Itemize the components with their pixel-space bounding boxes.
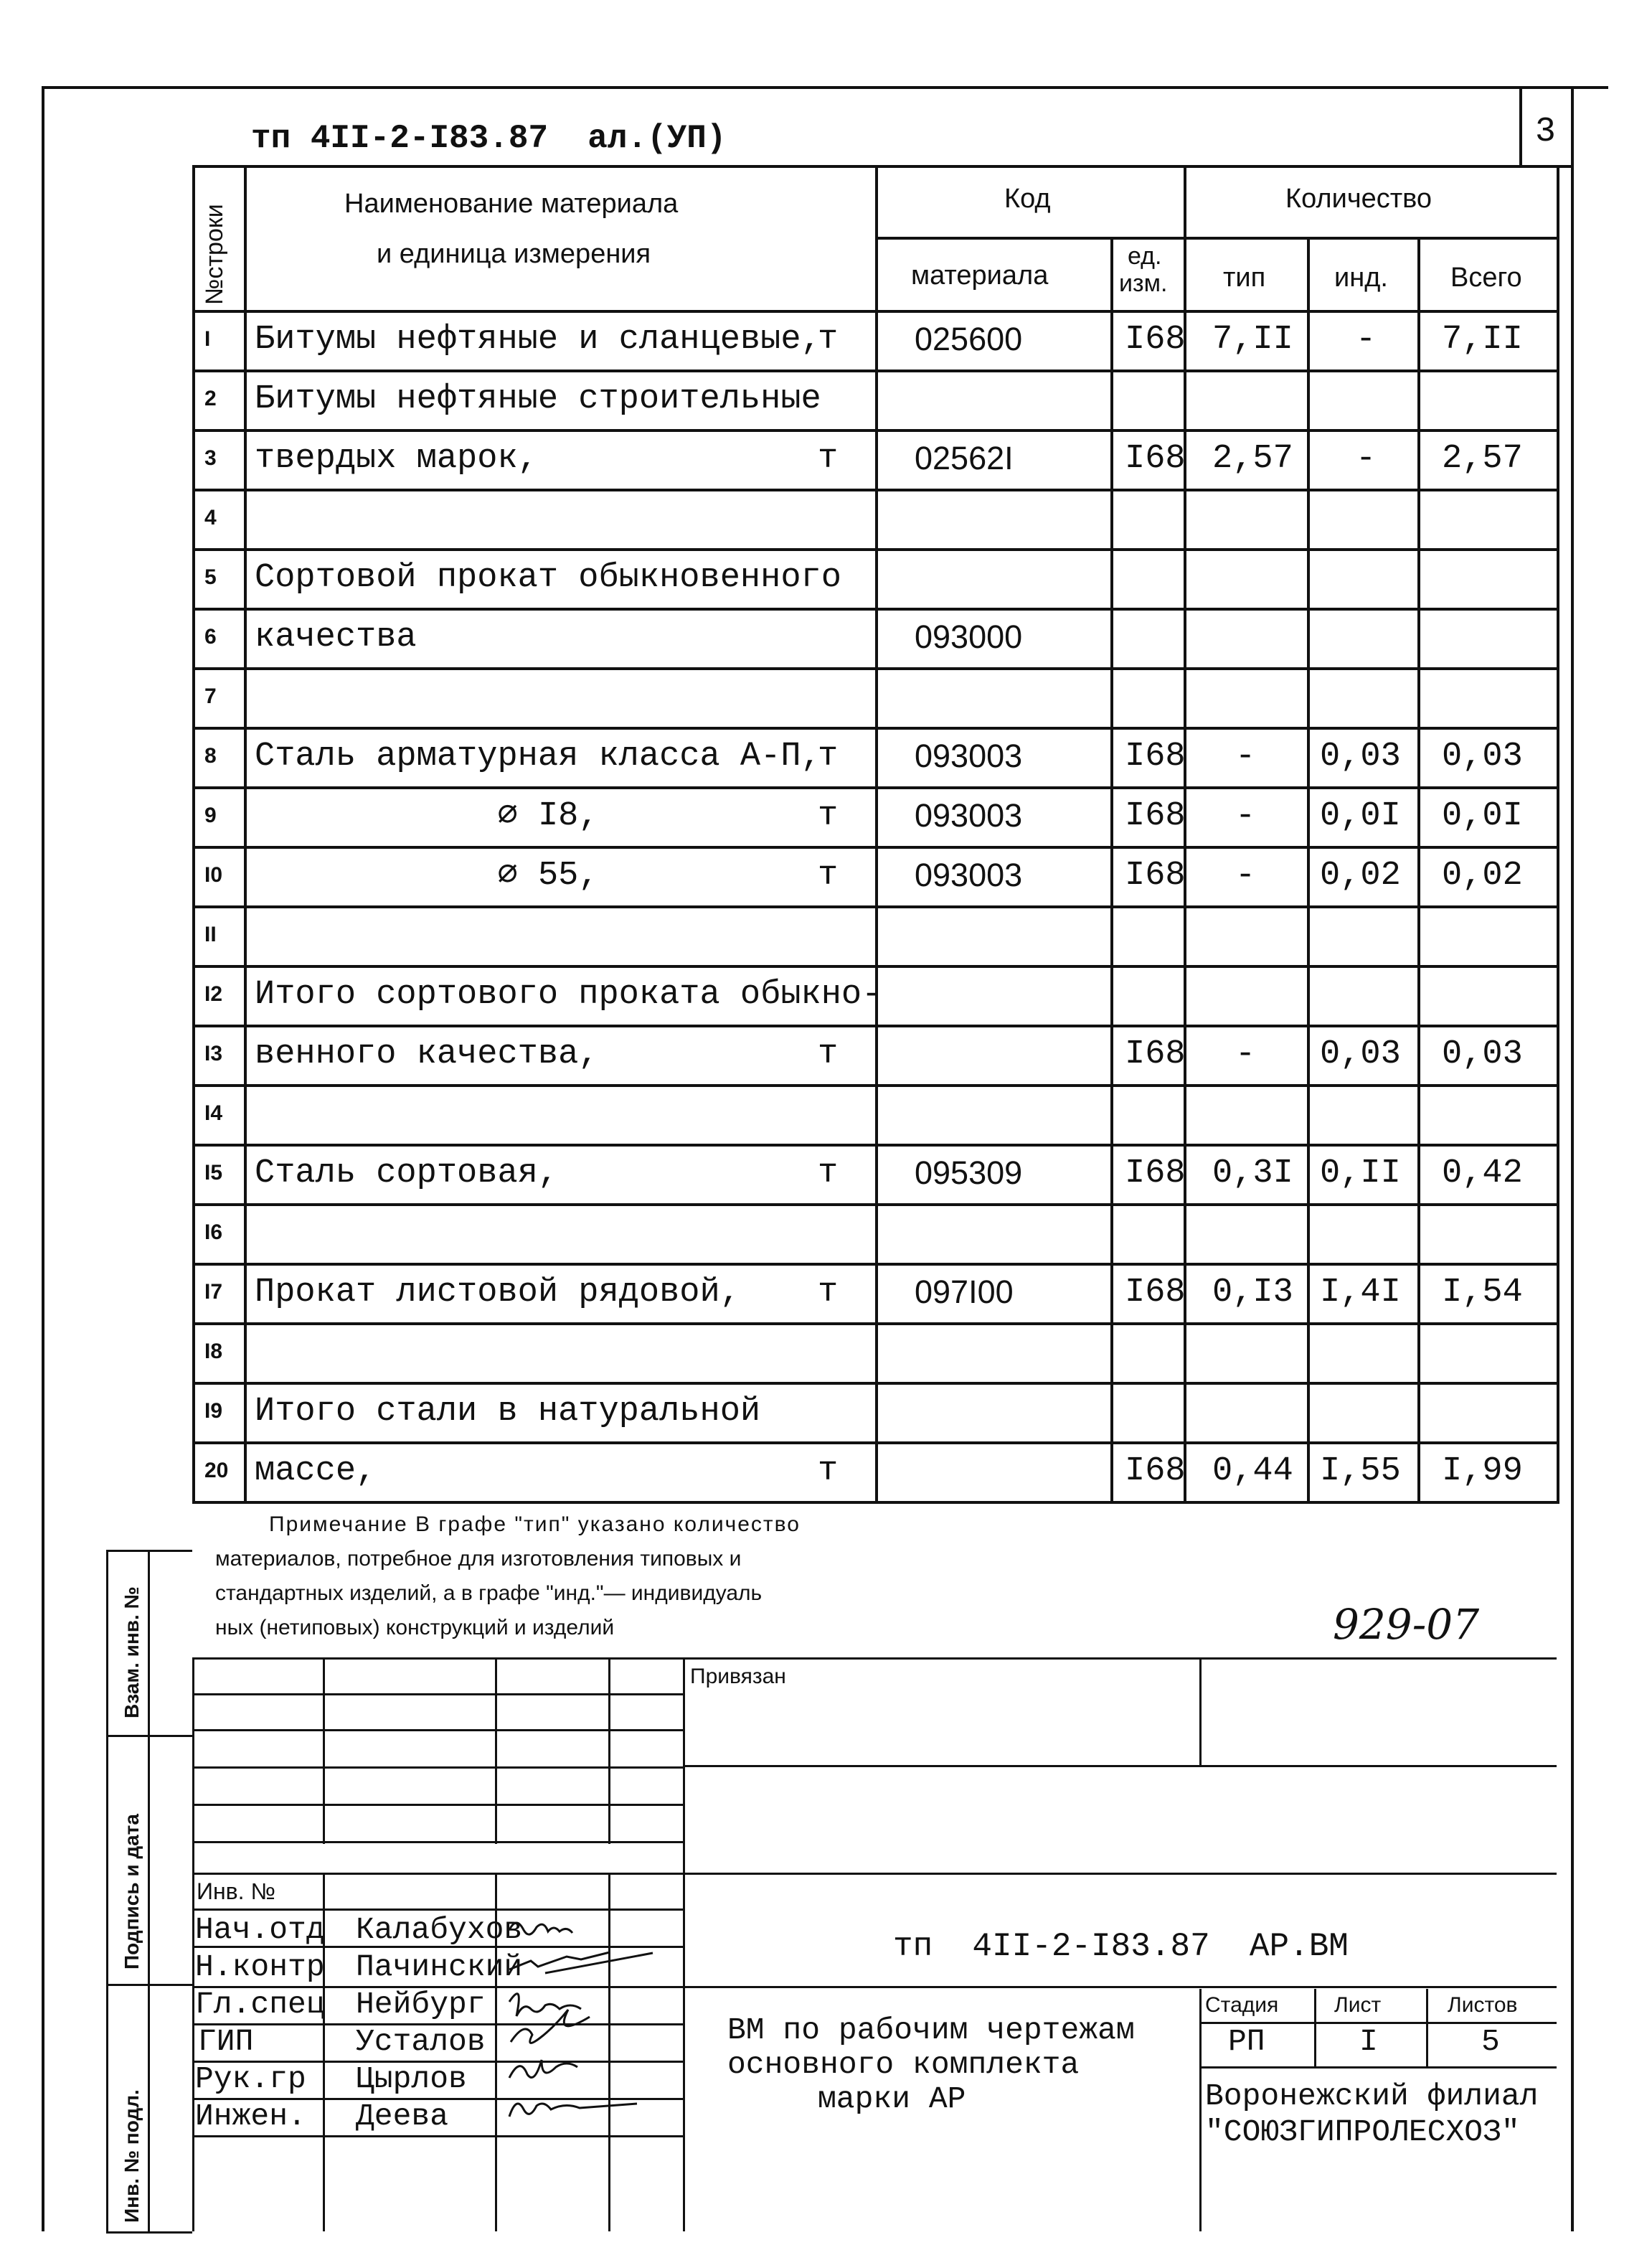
row-number: I7 (204, 1280, 223, 1304)
row-divider (192, 608, 1559, 611)
row-divider (192, 429, 1559, 432)
row-name: ∅ 55, (255, 857, 599, 895)
row-qty-ind: - (1356, 321, 1377, 359)
row-number: 20 (204, 1459, 229, 1482)
row-number: I2 (204, 982, 223, 1006)
row-qty-total: 0,42 (1442, 1154, 1523, 1192)
name-kalabukhov: Калабухов (356, 1912, 523, 1947)
row-number: 4 (204, 506, 217, 530)
row-divider (192, 786, 1559, 789)
row-number: 3 (204, 446, 217, 470)
row-qty-type: 0,3I (1212, 1154, 1293, 1192)
row-number: I5 (204, 1161, 223, 1185)
row-qty-ind: I,55 (1320, 1452, 1401, 1490)
row-material-code: 093003 (915, 738, 1023, 774)
signature-neiburg (509, 1994, 581, 2016)
row-unit: т (818, 857, 839, 895)
row-name: Сталь сортовая, (255, 1154, 559, 1192)
row-number: I4 (204, 1101, 223, 1125)
row-divider (192, 965, 1559, 968)
row-material-code: 097I00 (915, 1274, 1014, 1310)
row-divider (192, 489, 1559, 491)
row-number: I3 (204, 1042, 223, 1065)
row-divider (192, 1441, 1559, 1444)
row-unit-code: I68 (1125, 1154, 1186, 1192)
row-name: Итого стали в натуральной (255, 1393, 761, 1431)
row-name: Битумы нефтяные строительные (255, 380, 821, 418)
row-qty-type: 0,I3 (1212, 1274, 1293, 1312)
row-divider (192, 1084, 1559, 1087)
col-header-code-material: материала (911, 260, 1049, 291)
row-material-code: 093003 (915, 857, 1023, 893)
row-unit: т (818, 1274, 839, 1312)
header-title: тп 4II-2-I83.87 ал.(УП) (251, 120, 727, 157)
row-unit-code: I68 (1125, 738, 1186, 776)
row-unit-code: I68 (1125, 1274, 1186, 1312)
col-header-qty-group: Количество (1285, 184, 1432, 214)
row-number: I9 (204, 1399, 223, 1423)
row-divider (192, 1144, 1559, 1147)
row-unit: т (818, 738, 839, 776)
name-deeva: Деева (356, 2099, 449, 2134)
row-name: твердых марок, (255, 440, 538, 478)
stage-label: Стадия (1205, 1993, 1279, 2017)
row-qty-type: 2,57 (1212, 440, 1293, 478)
row-divider (192, 1025, 1559, 1027)
row-number: 7 (204, 684, 217, 708)
col-header-name-line2: и единица измерения (377, 239, 651, 269)
row-qty-total: 0,03 (1442, 738, 1523, 776)
row-name: качества (255, 618, 417, 656)
row-divider (192, 905, 1559, 908)
row-unit: т (818, 1452, 839, 1490)
row-number: I0 (204, 863, 223, 887)
col-header-name-line1: Наименование материала (344, 189, 679, 219)
col-header-code-group: Код (1004, 184, 1051, 214)
row-material-code: 02562I (915, 440, 1014, 476)
row-qty-ind: I,4I (1320, 1274, 1401, 1312)
row-material-code: 093000 (915, 618, 1023, 655)
row-qty-ind: 0,0I (1320, 797, 1401, 835)
row-unit-code: I68 (1125, 857, 1186, 895)
row-name: массе, (255, 1452, 377, 1490)
doc-title-line3: марки АР (818, 2081, 966, 2117)
role-nach-otd: Нач.отд (195, 1912, 325, 1947)
col-header-unit-line1: ед. (1128, 243, 1162, 270)
role-gip: ГИП (198, 2024, 254, 2059)
side-label-podpis: Подпись и дата (121, 1814, 143, 1969)
row-qty-total: 0,0I (1442, 797, 1523, 835)
doc-title-line2: основного комплекта (727, 2047, 1080, 2082)
row-number: 2 (204, 387, 217, 410)
row-name: Прокат листовой рядовой, (255, 1274, 740, 1312)
row-unit-code: I68 (1125, 321, 1186, 359)
row-qty-type: 0,44 (1212, 1452, 1293, 1490)
stage-value: РП (1228, 2024, 1265, 2059)
row-material-code: 025600 (915, 321, 1023, 357)
side-label-inv-podl: Инв. № подл. (121, 2089, 143, 2223)
row-qty-ind: 0,03 (1320, 738, 1401, 776)
name-tsyrlov: Цырлов (356, 2061, 467, 2096)
row-divider (192, 1322, 1559, 1325)
row-qty-type: - (1235, 857, 1256, 895)
col-header-unit-line2: изм. (1119, 270, 1168, 297)
row-number: I (204, 327, 211, 351)
row-qty-type: - (1235, 1035, 1256, 1073)
name-ustalov: Усталов (356, 2024, 486, 2059)
row-number: 5 (204, 565, 217, 589)
page-number: 3 (1535, 113, 1556, 151)
name-pachinsky: Пачинский (356, 1949, 523, 1985)
table-left-border (192, 165, 195, 1501)
row-name: венного качества, (255, 1035, 599, 1073)
note-line2: материалов, потребное для изготовления типовых и (215, 1547, 742, 1571)
row-unit-code: I68 (1125, 797, 1186, 835)
col-header-qty-ind: инд. (1334, 263, 1388, 293)
row-unit: т (818, 1154, 839, 1192)
row-unit-code: I68 (1125, 1035, 1186, 1073)
row-divider (192, 1263, 1559, 1266)
org-line2: "СОЮЗГИПРОЛЕСХОЗ" (1205, 2114, 1520, 2150)
row-qty-total: 2,57 (1442, 440, 1523, 478)
signature-pachinsky (509, 1952, 653, 1973)
row-qty-ind: 0,02 (1320, 857, 1401, 895)
row-divider (192, 370, 1559, 372)
row-qty-type: - (1235, 797, 1256, 835)
row-name: Итого сортового проката обыкно- (255, 976, 882, 1014)
signature-deeva (509, 2104, 637, 2117)
inv-no-label: Инв. № (197, 1878, 275, 1904)
row-qty-total: 0,02 (1442, 857, 1523, 895)
row-unit: т (818, 1035, 839, 1073)
row-qty-ind: 0,II (1320, 1154, 1401, 1192)
doc-code: тп 4II-2-I83.87 АР.ВМ (893, 1928, 1349, 1965)
row-divider (192, 846, 1559, 849)
frame-right (1571, 86, 1574, 2231)
row-unit-code: I68 (1125, 440, 1186, 478)
signature-tsyrlov (509, 2060, 577, 2078)
org-line1: Воронежский филиал (1205, 2079, 1539, 2114)
role-inzhen: Инжен. (195, 2099, 306, 2134)
row-name: Сталь арматурная класса А-П, (255, 738, 821, 776)
sheet-label: Лист (1334, 1993, 1382, 2017)
frame-left (42, 86, 44, 2231)
signature-ustalov (511, 2010, 590, 2043)
row-divider (192, 1203, 1559, 1206)
privyazan-label: Привязан (690, 1665, 786, 1688)
row-name: Сортовой прокат обыкновенного (255, 559, 841, 597)
row-number: 9 (204, 804, 217, 827)
row-number: I8 (204, 1340, 223, 1363)
row-material-code: 095309 (915, 1154, 1023, 1191)
row-qty-total: 0,03 (1442, 1035, 1523, 1073)
row-unit-code: I68 (1125, 1452, 1186, 1490)
role-n-kontr: Н.контр (195, 1949, 325, 1985)
note-line3: стандартных изделий, а в графе "инд."— индивидуаль (215, 1581, 763, 1605)
row-divider (192, 548, 1559, 551)
row-divider (192, 667, 1559, 670)
row-qty-ind: 0,03 (1320, 1035, 1401, 1073)
side-label-vzam: Взам. инв. № (121, 1586, 143, 1718)
col-header-qty-total: Всего (1450, 263, 1522, 293)
signature-kalabukhov (509, 1923, 572, 1934)
col-header-qty-type: тип (1223, 263, 1266, 293)
handwritten-code: 929-07 (1333, 1600, 1480, 1649)
page-number-box-left (1519, 86, 1522, 166)
note-line4: ных (нетиповых) конструкций и изделий (215, 1616, 615, 1639)
name-neiburg: Нейбург (356, 1987, 486, 2022)
role-ruk-gr: Рук.гр (195, 2061, 306, 2096)
row-number: I6 (204, 1220, 223, 1244)
row-divider (192, 1382, 1559, 1385)
row-qty-total: I,54 (1442, 1274, 1523, 1312)
row-name: ∅ I8, (255, 797, 599, 835)
row-divider (192, 1501, 1559, 1504)
row-unit: т (818, 440, 839, 478)
sheet-value: I (1359, 2024, 1378, 2059)
row-divider (192, 727, 1559, 730)
row-qty-ind: - (1356, 440, 1377, 478)
signatures (502, 1909, 689, 2138)
row-number: 8 (204, 744, 217, 768)
row-qty-total: I,99 (1442, 1452, 1523, 1490)
sheets-label: Листов (1448, 1993, 1518, 2017)
row-number: II (204, 923, 217, 946)
row-unit: т (818, 321, 839, 359)
frame-top (42, 86, 1608, 89)
sheets-value: 5 (1481, 2024, 1500, 2059)
row-qty-type: 7,II (1212, 321, 1293, 359)
row-number: 6 (204, 625, 217, 649)
role-gl-spets: Гл.спец (195, 1987, 325, 2022)
row-material-code: 093003 (915, 797, 1023, 834)
row-name: Битумы нефтяные и сланцевые, (255, 321, 821, 359)
note-line1: Примечание В графе "тип" указано количество (269, 1512, 801, 1536)
row-unit: т (818, 797, 839, 835)
doc-title-line1: ВМ по рабочим чертежам (727, 2013, 1135, 2048)
col-header-rownum: №строки (201, 204, 228, 305)
row-qty-total: 7,II (1442, 321, 1523, 359)
row-qty-type: - (1235, 738, 1256, 776)
